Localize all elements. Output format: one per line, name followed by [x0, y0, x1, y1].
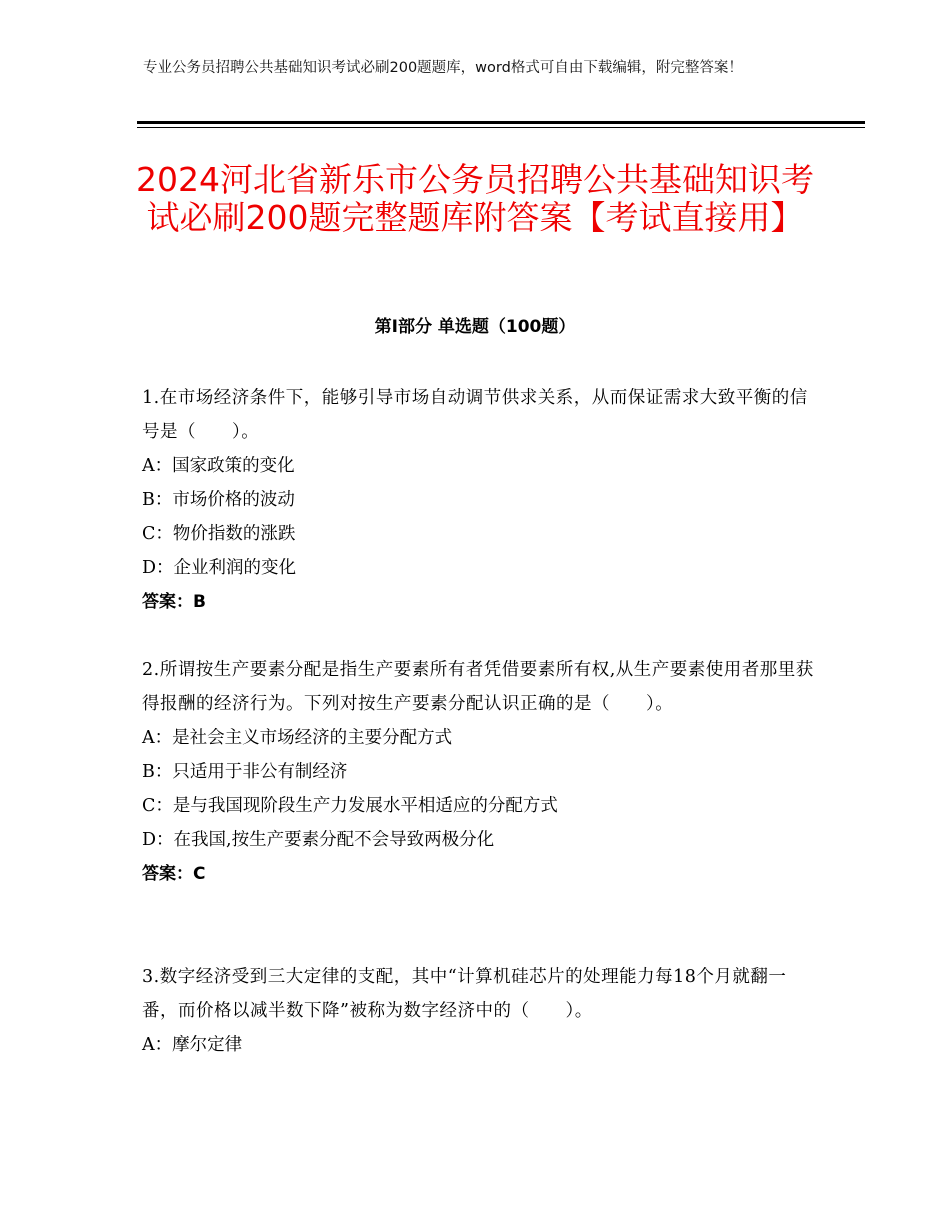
question-stem: 2.所谓按生产要素分配是指生产要素所有者凭借要素所有权,从生产要素使用者那里获得报酬的经济行为。下列对按生产要素分配认识正确的是（ ）。	[142, 660, 814, 714]
option-d: D：在我国,按生产要素分配不会导致两极分化	[142, 830, 495, 850]
header-rule-thin	[137, 127, 865, 128]
option-d: D：企业利润的变化	[142, 558, 297, 578]
header-rule-thick	[137, 121, 865, 124]
question-2	[142, 653, 822, 891]
header-note: 专业公务员招聘公共基础知识考试必刷200题题库，word格式可自由下载编辑，附完整答案！	[143, 60, 743, 76]
answer: 答案：C	[142, 864, 206, 884]
answer: 答案：B	[142, 592, 206, 612]
option-a: A：国家政策的变化	[142, 456, 295, 476]
question-3	[142, 960, 822, 1062]
option-c: C：物价指数的涨跌	[142, 524, 296, 544]
option-a: A：是社会主义市场经济的主要分配方式	[142, 728, 453, 748]
document-title: 2024河北省新乐市公务员招聘公共基础知识考试必刷200题完整题库附答案【考试直接用】	[136, 160, 814, 237]
option-a: A：摩尔定律	[142, 1035, 243, 1055]
question-1	[142, 381, 822, 619]
option-b: B：市场价格的波动	[142, 490, 295, 510]
question-stem: 3.数字经济受到三大定律的支配，其中“计算机硅芯片的处理能力每18个月就翻一番，而价格以减半数下降”被称为数字经济中的（ ）。	[142, 967, 787, 1021]
question-stem: 1.在市场经济条件下，能够引导市场自动调节供求关系，从而保证需求大致平衡的信号是（ ）。	[142, 388, 808, 442]
option-b: B：只适用于非公有制经济	[142, 762, 348, 782]
option-c: C：是与我国现阶段生产力发展水平相适应的分配方式	[142, 796, 558, 816]
section-title: 第I部分 单选题（100题）	[374, 317, 576, 337]
